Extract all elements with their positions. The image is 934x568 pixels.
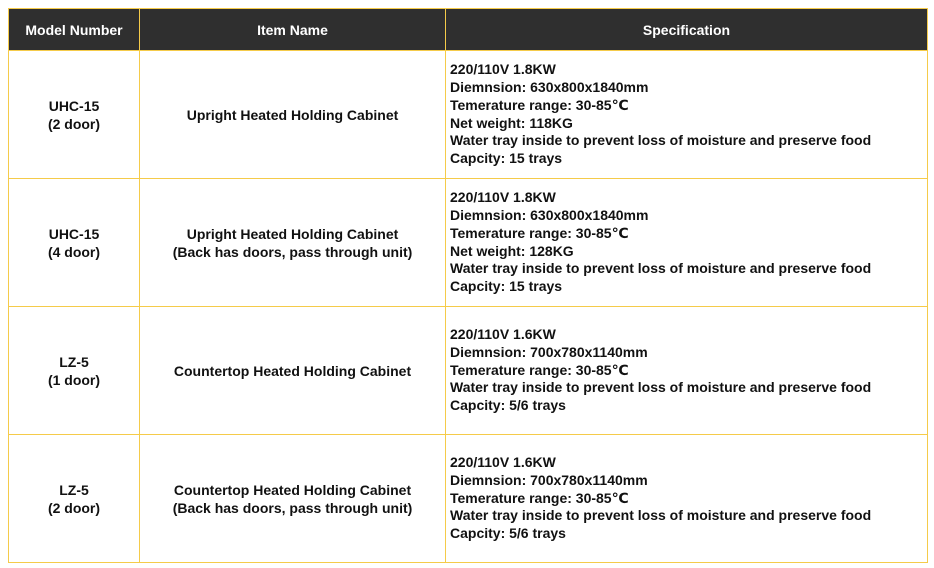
item-name: Countertop Heated Holding Cabinet xyxy=(173,362,412,379)
model-number-cell xyxy=(9,179,140,307)
item-note: (Back has doors, pass through unit) xyxy=(172,499,413,516)
product-spec-table xyxy=(8,8,928,563)
spec-temperature: Temerature range: 30-85℃ xyxy=(450,224,629,241)
spec-water-tray: Water tray inside to prevent loss of moisture and preserve food xyxy=(450,132,872,149)
header-model-number: Model Number xyxy=(9,9,140,51)
spec-capacity: Capcity: 5/6 trays xyxy=(450,525,566,542)
item-note: (Back has doors, pass through unit) xyxy=(172,243,413,260)
spec-power: 220/110V 1.6KW xyxy=(450,454,556,470)
spec-power: 220/110V 1.8KW xyxy=(450,61,556,78)
spec-dimension: Diemnsion: 700x780x1140mm xyxy=(450,343,648,360)
item-name: Countertop Heated Holding Cabinet xyxy=(173,481,412,498)
model-number: LZ-5 xyxy=(59,353,89,370)
model-number-cell xyxy=(9,307,140,435)
model-number: UHC-15 xyxy=(48,97,100,114)
spec-dimension: Diemnsion: 630x800x1840mm xyxy=(450,78,649,95)
model-number-cell xyxy=(9,51,140,179)
spec-water-tray: Water tray inside to prevent loss of moisture and preserve food xyxy=(450,507,872,524)
spec-capacity: Capcity: 15 trays xyxy=(450,150,563,167)
table-row xyxy=(9,179,928,307)
spec-capacity: Capcity: 15 trays xyxy=(450,278,563,295)
door-count: (1 door) xyxy=(47,371,101,388)
spec-water-tray: Water tray inside to prevent loss of moisture and preserve food xyxy=(450,379,872,396)
specification-cell xyxy=(446,435,928,563)
specification-cell xyxy=(446,307,928,435)
specification-cell xyxy=(446,179,928,307)
model-number: LZ-5 xyxy=(59,481,89,498)
table-row xyxy=(9,307,928,435)
spec-dimension: Diemnsion: 630x800x1840mm xyxy=(450,206,649,223)
header-specification: Specification xyxy=(446,9,928,51)
item-name-cell xyxy=(140,307,446,435)
door-count: (2 door) xyxy=(47,115,101,132)
item-name: Upright Heated Holding Cabinet xyxy=(186,106,399,123)
spec-temperature: Temerature range: 30-85℃ xyxy=(450,96,629,113)
spec-power: 220/110V 1.8KW xyxy=(450,189,556,206)
door-count: (4 door) xyxy=(47,243,101,260)
spec-temperature: Temerature range: 30-85℃ xyxy=(450,361,629,378)
spec-capacity: Capcity: 5/6 trays xyxy=(450,397,566,414)
specification-cell xyxy=(446,51,928,179)
spec-water-tray: Water tray inside to prevent loss of moisture and preserve food xyxy=(450,260,872,277)
header-item-name: Item Name xyxy=(140,9,446,51)
table-row xyxy=(9,51,928,179)
spec-dimension: Diemnsion: 700x780x1140mm xyxy=(450,471,648,488)
item-name-cell xyxy=(140,51,446,179)
model-number: UHC-15 xyxy=(48,225,100,242)
item-name-cell xyxy=(140,435,446,563)
table-row xyxy=(9,435,928,563)
item-name: Upright Heated Holding Cabinet xyxy=(186,225,399,242)
door-count: (2 door) xyxy=(47,499,101,516)
spec-weight: Net weight: 128KG xyxy=(450,242,574,259)
model-number-cell xyxy=(9,435,140,563)
spec-temperature: Temerature range: 30-85℃ xyxy=(450,489,629,506)
header-row xyxy=(9,9,928,51)
spec-power: 220/110V 1.6KW xyxy=(450,326,556,342)
item-name-cell xyxy=(140,179,446,307)
spec-weight: Net weight: 118KG xyxy=(450,114,573,131)
